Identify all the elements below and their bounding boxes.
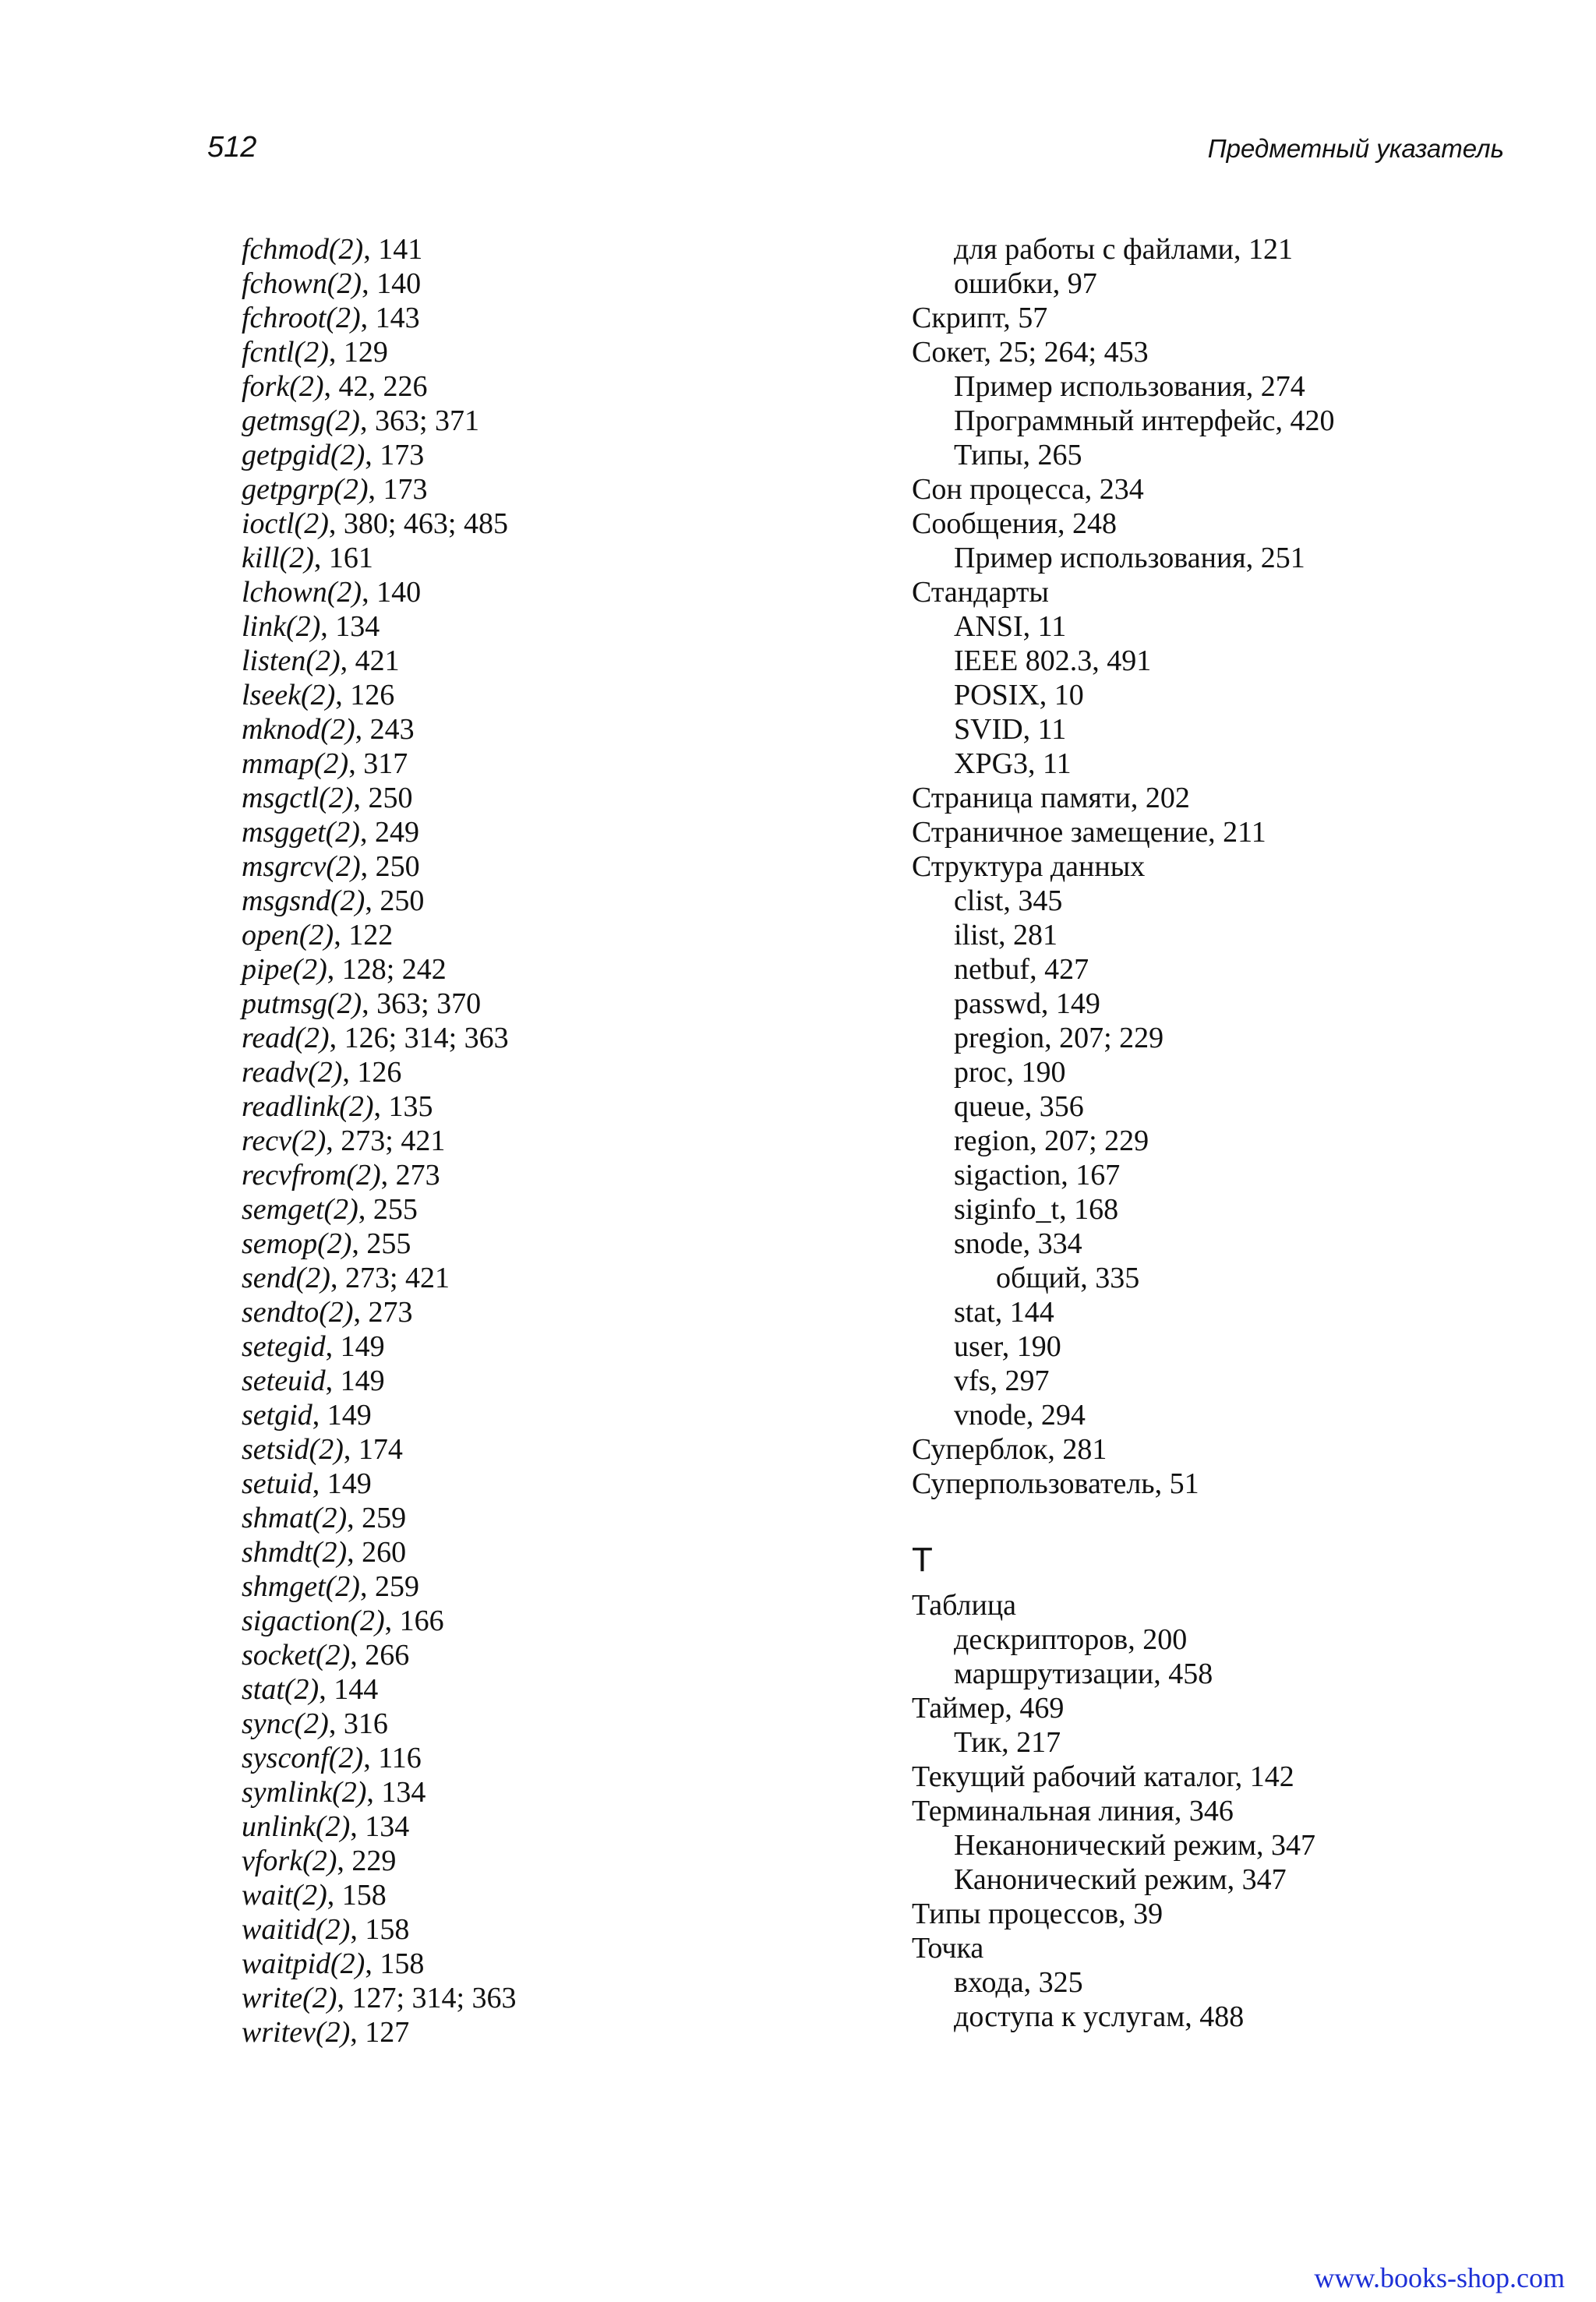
index-term: msgctl(2) [242,782,354,814]
index-term: getpgrp(2) [242,473,369,506]
index-entry: Стандарты [912,576,1049,609]
index-subentry: siginfo_t, 168 [954,1193,1119,1226]
index-subentry: proc, 190 [954,1056,1066,1089]
index-pages: , 158 [350,1913,410,1946]
index-subentry: SVID, 11 [954,713,1067,746]
index-subentry: ошибки, 97 [954,267,1097,300]
index-entry: Сообщения, 248 [912,507,1117,540]
index-term: kill(2) [242,542,314,574]
index-term: fchmod(2) [242,233,364,266]
index-term: pipe(2) [242,953,327,986]
index-entry [242,1227,725,1261]
index-pages: , 259 [359,1570,419,1603]
index-subentry: netbuf, 427 [954,953,1089,986]
index-entry [242,472,725,507]
index-pages: , 126; 314; 363 [329,1022,509,1054]
index-entry [242,1809,725,1844]
index-pages: , 143 [360,302,420,334]
index-entry [242,1021,725,1055]
index-term: lchown(2) [242,576,362,609]
index-subentry: passwd, 149 [954,987,1100,1020]
index-entry [242,1261,725,1295]
running-head: Предметный указатель [1207,134,1504,163]
index-term: msgget(2) [242,816,360,849]
index-pages: , 273; 421 [326,1125,446,1157]
index-pages: , 174 [343,1433,403,1466]
index-subentry: sigaction, 167 [954,1159,1121,1192]
index-subentry: Пример использования, 274 [954,370,1305,403]
index-entry [242,1467,725,1501]
index-entry [242,1501,725,1535]
index-pages: , 250 [360,850,420,883]
index-subentry: vfs, 297 [954,1365,1050,1397]
index-term: socket(2) [242,1639,351,1672]
index-entry [242,609,725,644]
index-term: waitpid(2) [242,1947,365,1980]
index-pages: , 317 [348,747,408,780]
index-subentry: ilist, 281 [954,919,1058,952]
index-subentry: ANSI, 11 [954,610,1067,643]
index-term: semop(2) [242,1227,352,1260]
index-entry: Таблица [912,1589,1017,1622]
index-entry [242,1192,725,1227]
index-pages: , 129 [328,336,388,369]
index-pages: , 363; 371 [359,404,480,437]
index-entry [242,2015,725,2050]
index-subentry: Программный интерфейс, 420 [954,404,1335,437]
index-term: getmsg(2) [242,404,360,437]
index-entry: Точка [912,1932,984,1965]
index-term: read(2) [242,1022,330,1054]
index-term: recv(2) [242,1125,327,1157]
index-pages: , 128; 242 [327,953,447,986]
index-entry [242,1295,725,1329]
index-term: open(2) [242,919,334,952]
index-term: getpgid(2) [242,439,365,471]
index-entry [242,987,725,1021]
index-entry [242,1055,725,1089]
index-pages: , 255 [358,1193,418,1226]
index-pages: , 144 [319,1673,379,1706]
index-term: fcntl(2) [242,336,329,369]
index-term: shmdt(2) [242,1536,348,1569]
index-entry: Структура данных [912,850,1146,883]
index-subentry: доступа к услугам, 488 [954,2000,1245,2033]
index-subentry: маршрутизации, 458 [954,1658,1213,1690]
index-pages: , 255 [351,1227,411,1260]
index-pages: , 134 [366,1776,426,1809]
index-entry [242,952,725,987]
index-term: fchown(2) [242,267,362,300]
index-pages: , 158 [365,1947,425,1980]
index-entry [242,575,725,609]
index-entry [242,1089,725,1124]
index-entry [242,1947,725,1981]
index-term: vfork(2) [242,1845,337,1877]
index-subentry: stat, 144 [954,1296,1054,1329]
index-term: shmat(2) [242,1502,348,1534]
index-pages: , 363; 370 [362,987,482,1020]
index-entry: Сокет, 25; 264; 453 [912,336,1149,369]
index-column-left [242,232,725,2050]
index-term: semget(2) [242,1193,358,1226]
footer-url-link[interactable]: www.books-shop.com [1314,2262,1565,2293]
index-subentry: Канонический режим, 347 [954,1863,1287,1896]
index-pages: , 135 [373,1090,433,1123]
index-entry: Страничное замещение, 211 [912,816,1266,849]
index-entry [242,1638,725,1672]
index-pages: , 149 [325,1365,385,1397]
index-term: setegid [242,1330,326,1363]
index-pages: , 42, 226 [323,370,428,403]
index-entry [242,301,725,335]
index-term: mmap(2) [242,747,349,780]
page-number: 512 [207,131,257,164]
index-subentry: snode, 334 [954,1227,1082,1260]
index-pages: , 250 [365,884,425,917]
index-term: writev(2) [242,2016,351,2049]
index-term: symlink(2) [242,1776,367,1809]
index-entry [242,404,725,438]
index-entry [242,438,725,472]
index-term: readlink(2) [242,1090,374,1123]
index-term: mknod(2) [242,713,355,746]
index-pages: , 316 [328,1707,388,1740]
index-subentry: общий, 335 [996,1262,1140,1294]
index-term: setsid(2) [242,1433,344,1466]
index-pages: , 141 [363,233,423,266]
index-entry: Суперблок, 281 [912,1433,1107,1466]
index-pages: , 127 [350,2016,410,2049]
index-pages: , 161 [313,542,373,574]
index-entry [242,678,725,712]
index-entry [242,335,725,369]
index-term: unlink(2) [242,1810,351,1843]
index-entry: Типы процессов, 39 [912,1898,1163,1930]
index-term: send(2) [242,1262,330,1294]
index-pages: , 140 [362,267,422,300]
index-entry [242,781,725,815]
index-pages: , 259 [347,1502,407,1534]
index-entry [242,1604,725,1638]
index-subentry: для работы с файлами, 121 [954,233,1294,266]
index-pages: , 249 [359,816,419,849]
index-term: lseek(2) [242,679,336,711]
index-pages: , 122 [334,919,394,952]
index-pages: , 380; 463; 485 [328,507,508,540]
index-pages: , 273 [353,1296,413,1329]
index-entry [242,1329,725,1364]
index-pages: , 126 [335,679,395,711]
index-subentry: XPG3, 11 [954,747,1072,780]
index-pages: , 243 [355,713,415,746]
index-entry [242,507,725,541]
index-entry: Текущий рабочий каталог, 142 [912,1760,1294,1793]
index-entry [242,1912,725,1947]
index-term: sigaction(2) [242,1605,385,1637]
index-subentry: region, 207; 229 [954,1125,1149,1157]
index-subentry: pregion, 207; 229 [954,1022,1164,1054]
index-subentry: Неканонический режим, 347 [954,1829,1315,1862]
index-pages: , 134 [350,1810,410,1843]
index-entry [242,644,725,678]
index-column-right [912,232,1582,2034]
index-pages: , 266 [350,1639,410,1672]
index-pages: , 166 [384,1605,444,1637]
index-term: fork(2) [242,370,324,403]
index-term: setgid [242,1399,312,1432]
index-subentry: Типы, 265 [954,439,1082,471]
index-pages: , 260 [347,1536,407,1569]
index-entry [242,1124,725,1158]
index-term: link(2) [242,610,321,643]
index-entry [242,1535,725,1569]
index-term: sysconf(2) [242,1742,364,1774]
index-subentry: входа, 325 [954,1966,1083,1999]
index-entry [242,884,725,918]
index-pages: , 149 [312,1399,372,1432]
index-entry [242,1158,725,1192]
index-term: waitid(2) [242,1913,351,1946]
index-term: shmget(2) [242,1570,360,1603]
index-pages: , 127; 314; 363 [337,1982,517,2014]
index-pages: , 273 [380,1159,440,1192]
index-entry: Таймер, 469 [912,1692,1065,1725]
index-pages: , 149 [325,1330,385,1363]
index-pages: , 173 [365,439,425,471]
index-entry [242,1569,725,1604]
section-letter: Т [912,1541,933,1579]
index-entry [242,1775,725,1809]
index-subentry: clist, 345 [954,884,1063,917]
index-subentry: дескрипторов, 200 [954,1623,1188,1656]
index-entry [242,369,725,404]
index-entry [242,232,725,267]
index-pages: , 134 [320,610,380,643]
index-entry [242,1364,725,1398]
index-pages: , 273; 421 [330,1262,450,1294]
index-pages: , 421 [340,644,400,677]
index-entry [242,541,725,575]
index-subentry: Тик, 217 [954,1726,1061,1759]
index-entry: Страница памяти, 202 [912,782,1190,814]
index-term: setuid [242,1467,312,1500]
index-entry [242,815,725,849]
index-term: write(2) [242,1982,337,2014]
index-term: wait(2) [242,1879,327,1912]
index-term: recvfrom(2) [242,1159,381,1192]
index-entry: Скрипт, 57 [912,302,1048,334]
index-term: msgsnd(2) [242,884,365,917]
index-term: sendto(2) [242,1296,354,1329]
index-pages: , 116 [363,1742,422,1774]
index-entry [242,747,725,781]
index-pages: , 126 [342,1056,402,1089]
index-pages: , 149 [312,1467,372,1500]
index-pages: , 158 [327,1879,387,1912]
index-entry [242,267,725,301]
index-term: listen(2) [242,644,341,677]
index-entry: Терминальная линия, 346 [912,1795,1234,1827]
index-pages: , 140 [362,576,422,609]
index-term: seteuid [242,1365,326,1397]
index-term: readv(2) [242,1056,343,1089]
index-term: msgrcv(2) [242,850,361,883]
index-subentry: vnode, 294 [954,1399,1086,1432]
index-entry [242,1844,725,1878]
index-subentry: user, 190 [954,1330,1061,1363]
index-entry [242,1707,725,1741]
index-entry: Суперпользователь, 51 [912,1467,1199,1500]
index-entry [242,1878,725,1912]
index-subentry: queue, 356 [954,1090,1084,1123]
index-pages: , 250 [353,782,413,814]
index-subentry: POSIX, 10 [954,679,1084,711]
index-entry [242,849,725,884]
index-term: putmsg(2) [242,987,362,1020]
index-entry [242,712,725,747]
index-entry: Сон процесса, 234 [912,473,1144,506]
index-entry [242,918,725,952]
index-term: fchroot(2) [242,302,361,334]
index-term: sync(2) [242,1707,329,1740]
index-term: stat(2) [242,1673,320,1706]
index-entry [242,1672,725,1707]
index-subentry: Пример использования, 251 [954,542,1305,574]
index-pages: , 173 [368,473,428,506]
index-subentry: IEEE 802.3, 491 [954,644,1152,677]
index-pages: , 229 [337,1845,397,1877]
index-entry [242,1398,725,1432]
index-entry [242,1981,725,2015]
index-entry [242,1741,725,1775]
index-term: ioctl(2) [242,507,329,540]
index-entry [242,1432,725,1467]
